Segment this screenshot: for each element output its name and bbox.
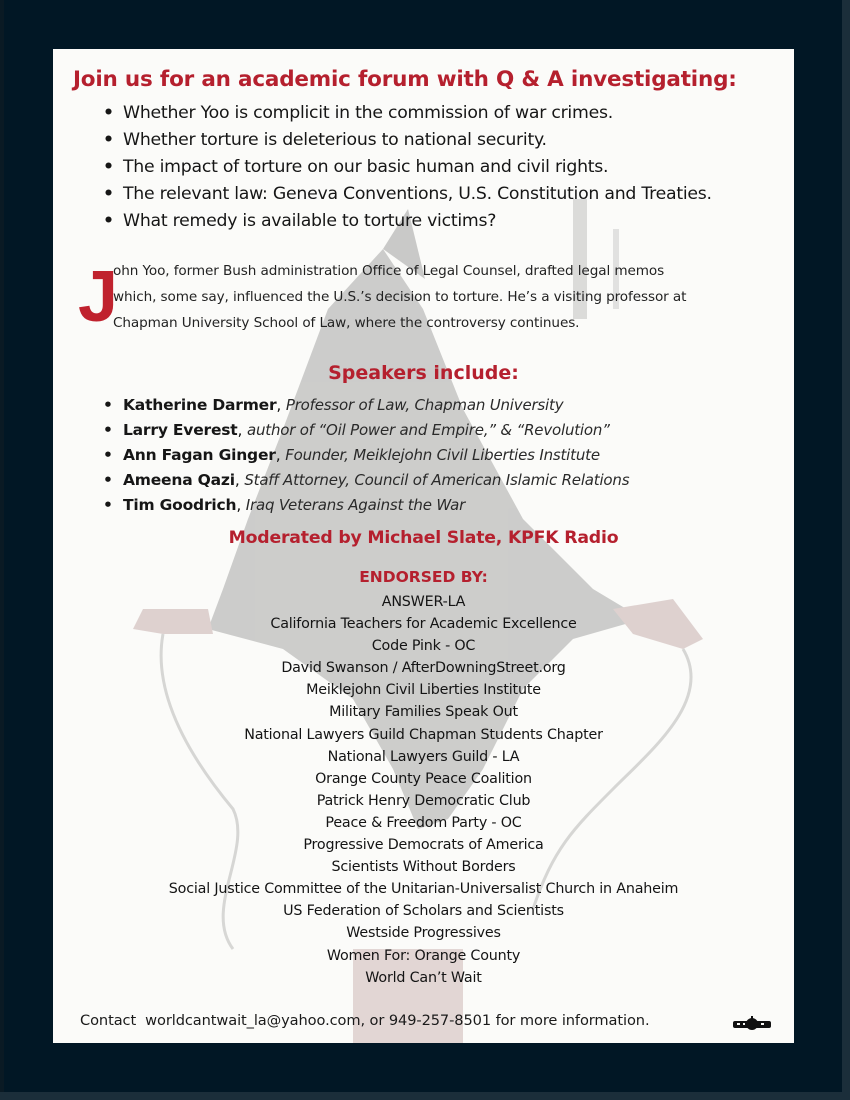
endorser-item: Women For: Orange County xyxy=(326,947,521,964)
topic-item xyxy=(103,127,712,154)
flyer-panel xyxy=(53,49,794,1043)
separator: , xyxy=(234,471,245,489)
endorser-item: ANSWER-LA xyxy=(381,594,466,610)
contact-email: worldcantwait_la@yahoo.com xyxy=(145,1012,361,1029)
speaker-name: Tim Goodrich xyxy=(123,496,237,514)
endorser-item: Progressive Democrats of America xyxy=(303,837,544,854)
endorser-item: Westside Progressives xyxy=(346,925,501,942)
separator: , xyxy=(276,396,286,414)
topic-item xyxy=(103,181,712,208)
speaker-name: Katherine Darmer xyxy=(123,396,277,414)
contact-middle: , or xyxy=(360,1012,389,1029)
intro-line: Chapman University School of Law, where the controversy continues. xyxy=(113,315,580,331)
endorser-item: California Teachers for Academic Excellence xyxy=(270,616,577,633)
topic-text: The impact of torture on our basic human and civil rights. xyxy=(123,157,609,177)
contact-prefix: Contact xyxy=(80,1012,146,1029)
bullet-icon: • xyxy=(103,103,114,123)
topics-list xyxy=(103,100,712,235)
intro-line: which, some say, influenced the U.S.’s decision to torture. He’s a visiting professor at xyxy=(113,289,687,305)
separator: , xyxy=(237,421,247,439)
speaker-role: Iraq Veterans Against the War xyxy=(245,496,466,514)
drop-cap: J xyxy=(78,257,119,337)
bullet-icon: • xyxy=(103,184,114,204)
endorser-item: David Swanson / AfterDowningStreet.org xyxy=(281,660,566,677)
contact-line xyxy=(80,1012,649,1029)
separator: , xyxy=(275,446,286,464)
topic-text: What remedy is available to torture victims? xyxy=(123,211,497,231)
speaker-name: Ameena Qazi xyxy=(123,471,235,489)
moderator-line: Moderated by Michael Slate, KPFK Radio xyxy=(228,528,619,548)
endorser-item: Code Pink - OC xyxy=(371,638,476,655)
endorser-item: Peace & Freedom Party - OC xyxy=(325,814,522,831)
speaker-role: Professor of Law, Chapman University xyxy=(285,396,564,414)
topic-item xyxy=(103,100,712,127)
endorser-item: Patrick Henry Democratic Club xyxy=(316,792,531,809)
speaker-name: Ann Fagan Ginger xyxy=(123,446,276,464)
topic-text: Whether torture is deleterious to national security. xyxy=(123,130,547,150)
speaker-item xyxy=(103,393,629,418)
speaker-role: author of “Oil Power and Empire,” & “Revolution” xyxy=(247,421,610,439)
speaker-item xyxy=(103,443,629,468)
intro-line: ohn Yoo, former Bush administration Office of Legal Counsel, drafted legal memos xyxy=(113,263,665,279)
frame-right-edge xyxy=(842,0,850,1100)
speaker-item xyxy=(103,468,629,493)
endorser-item: US Federation of Scholars and Scientists xyxy=(283,903,564,920)
endorser-item: Scientists Without Borders xyxy=(331,859,516,876)
speakers-list xyxy=(103,393,629,518)
bullet-icon: • xyxy=(103,211,114,231)
endorser-item: Orange County Peace Coalition xyxy=(315,770,532,787)
separator: , xyxy=(236,496,246,514)
frame-bottom-edge xyxy=(0,1092,850,1100)
speaker-role: Staff Attorney, Council of American Islamic Relations xyxy=(244,471,630,489)
bullet-icon: • xyxy=(103,157,114,177)
endorser-item: National Lawyers Guild Chapman Students Chapter xyxy=(244,726,603,743)
union-bug-icon xyxy=(731,1016,773,1032)
contact-phone: 949-257-8501 xyxy=(388,1012,492,1029)
topic-item xyxy=(103,208,712,235)
endorser-item: National Lawyers Guild - LA xyxy=(327,748,520,765)
speaker-name: Larry Everest xyxy=(123,421,238,439)
speaker-item xyxy=(103,493,629,518)
bullet-icon: • xyxy=(103,396,113,414)
endorser-item: Social Justice Committee of the Unitarian-Universalist Church in Anaheim xyxy=(168,881,679,898)
endorsed-heading: ENDORSED BY: xyxy=(359,568,488,586)
topic-text: Whether Yoo is complicit in the commission of war crimes. xyxy=(123,103,613,123)
bullet-icon: • xyxy=(103,130,114,150)
speaker-role: Founder, Meiklejohn Civil Liberties Institute xyxy=(285,446,600,464)
bullet-icon: • xyxy=(103,421,113,439)
speaker-item xyxy=(103,418,629,443)
endorsers-list xyxy=(53,591,794,989)
bullet-icon: • xyxy=(103,471,113,489)
topic-item xyxy=(103,154,712,181)
bullet-icon: • xyxy=(103,446,113,464)
headline: Join us for an academic forum with Q & A investigating: xyxy=(73,67,737,92)
bullet-icon: • xyxy=(103,496,113,514)
endorser-item: Military Families Speak Out xyxy=(329,704,518,721)
frame-left-edge xyxy=(0,0,4,1100)
topic-text: The relevant law: Geneva Conventions, U.S. Constitution and Treaties. xyxy=(123,184,712,204)
contact-suffix: for more information. xyxy=(491,1012,650,1029)
speakers-heading: Speakers include: xyxy=(328,362,519,384)
endorser-item: Meiklejohn Civil Liberties Institute xyxy=(306,682,541,699)
endorser-item: World Can’t Wait xyxy=(365,969,482,986)
